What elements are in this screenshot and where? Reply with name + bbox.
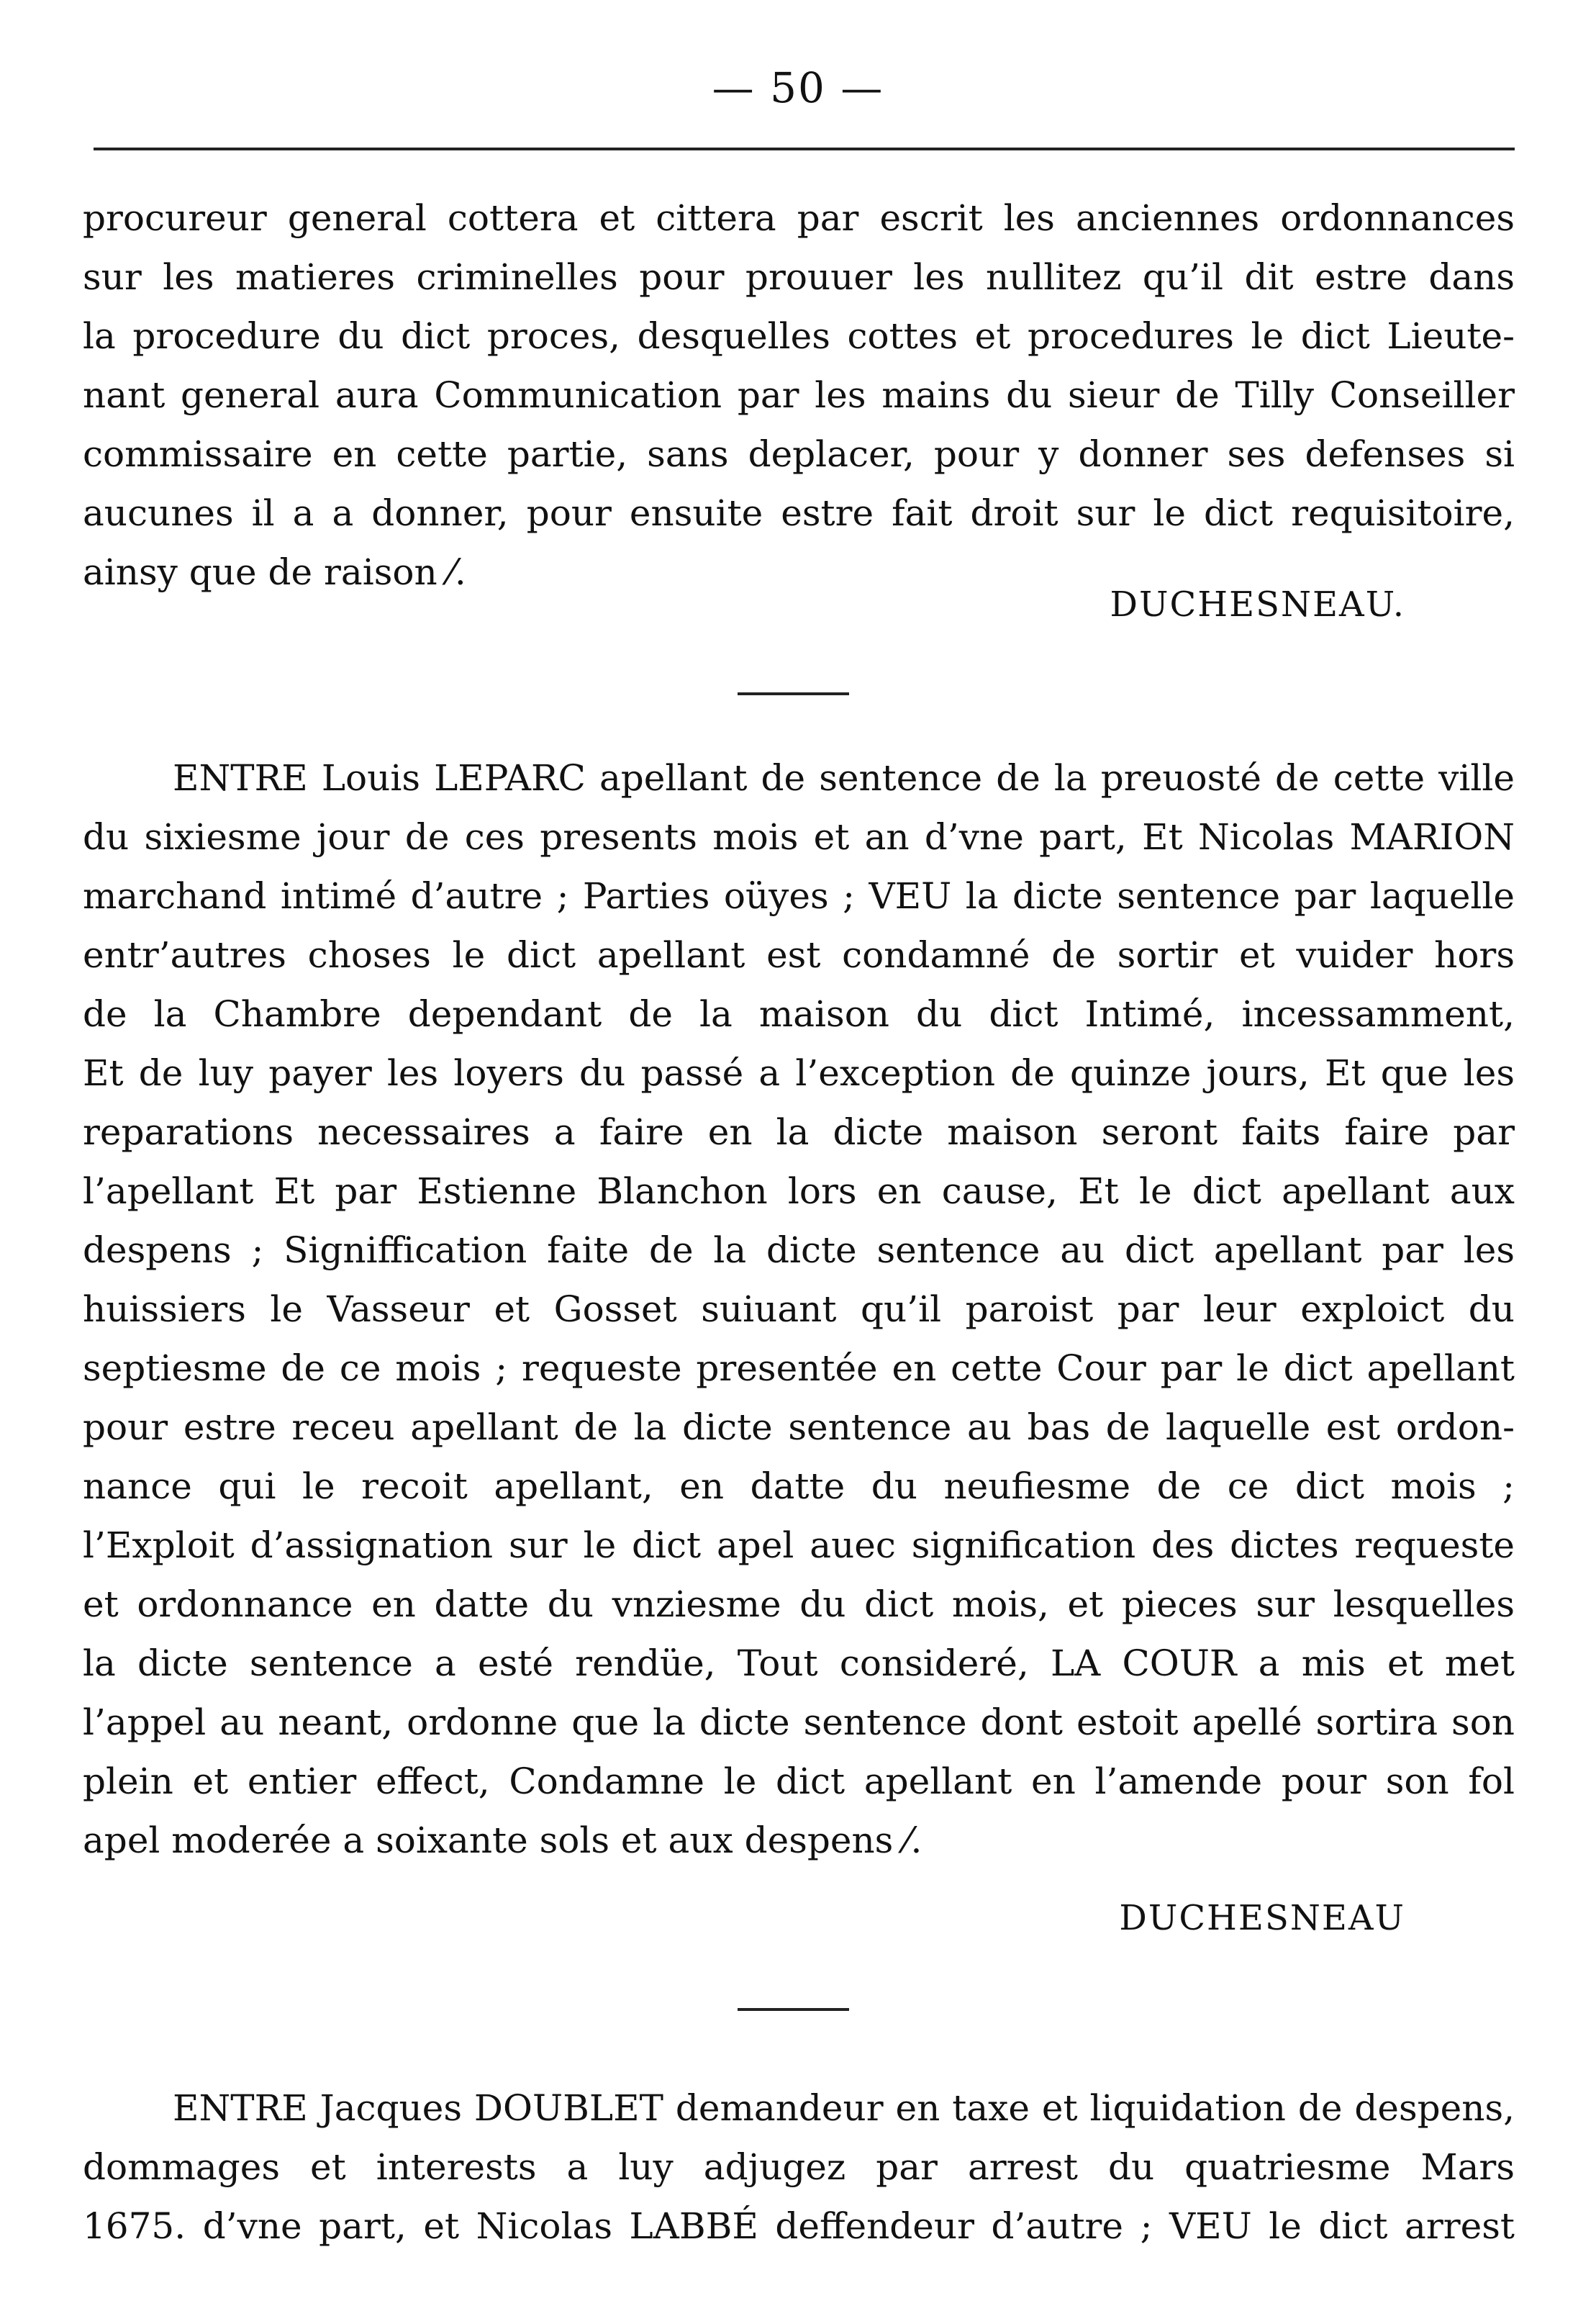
signature-duchesneau-1: DUCHESNEAU. — [1110, 584, 1405, 625]
text-line: marchand intimé d’autre ; Parties oüyes ; VEU la dicte sentence par laquelle — [83, 875, 1515, 917]
page-number: — 50 — — [712, 63, 884, 112]
text-line: ainsy que de raison ⁄. — [83, 551, 466, 593]
text-line: procureur general cottera et cittera par escrit les anciennes ordonnances — [83, 197, 1515, 239]
text-line: plein et entier effect, Condamne le dict apellant en l’amende pour son fol — [83, 1760, 1515, 1802]
text-line: nance qui le recoit apellant, en datte du neufiesme de ce dict mois ; — [83, 1465, 1515, 1507]
signature-duchesneau-2: DUCHESNEAU — [1119, 1898, 1405, 1938]
text-line: l’appel au neant, ordonne que la dicte sentence dont estoit apellé sortira son — [83, 1701, 1515, 1743]
section-separator — [738, 2008, 849, 2011]
text-line: ENTRE Louis LEPARC apellant de sentence de la preuosté de cette ville — [173, 757, 1515, 799]
paragraph-2 — [83, 749, 1515, 1870]
text-line: dommages et interests a luy adjugez par arrest du quatriesme Mars — [83, 2146, 1515, 2188]
text-line: Et de luy payer les loyers du passé a l’exception de quinze jours, Et que les — [83, 1052, 1515, 1094]
text-line: 1675. d’vne part, et Nicolas LABBÉ deffendeur d’autre ; VEU le dict arrest — [83, 2205, 1515, 2247]
text-line: l’apellant Et par Estienne Blanchon lors en cause, Et le dict apellant aux — [83, 1170, 1515, 1212]
text-line: et ordonnance en datte du vnziesme du dict mois, et pieces sur lesquelles — [83, 1583, 1515, 1625]
text-line: nant general aura Communication par les mains du sieur de Tilly Conseiller — [83, 374, 1515, 416]
text-line: aucunes il a a donner, pour ensuite estre fait droit sur le dict requisitoire, — [83, 492, 1515, 534]
text-line: du sixiesme jour de ces presents mois et an d’vne part, Et Nicolas MARION — [83, 816, 1515, 858]
text-line: reparations necessaires a faire en la dicte maison seront faits faire par — [83, 1111, 1515, 1153]
paragraph-1 — [83, 189, 1515, 602]
text-line: commissaire en cette partie, sans deplacer, pour y donner ses defenses si — [83, 433, 1515, 475]
text-line: entr’autres choses le dict apellant est condamné de sortir et vuider hors — [83, 934, 1515, 976]
text-line: ENTRE Jacques DOUBLET demandeur en taxe et liquidation de despens, — [173, 2087, 1515, 2129]
text-line: pour estre receu apellant de la dicte sentence au bas de laquelle est ordon- — [83, 1406, 1515, 1448]
text-line: l’Exploit d’assignation sur le dict apel auec signification des dictes requeste — [83, 1524, 1515, 1566]
paragraph-3 — [83, 2079, 1515, 2256]
header-rule — [94, 148, 1515, 150]
text-line: de la Chambre dependant de la maison du dict Intimé, incessamment, — [83, 993, 1515, 1035]
text-line: la dicte sentence a esté rendüe, Tout consideré, LA COUR a mis et met — [83, 1642, 1515, 1684]
text-line: despens ; Signiffication faite de la dicte sentence au dict apellant par les — [83, 1229, 1515, 1271]
text-line: huissiers le Vasseur et Gosset suiuant qu’il paroist par leur exploict du — [83, 1288, 1515, 1330]
text-line: sur les matieres criminelles pour prouuer les nullitez qu’il dit estre dans — [83, 256, 1515, 298]
text-line: septiesme de ce mois ; requeste presentée en cette Cour par le dict apellant — [83, 1347, 1515, 1389]
text-line: apel moderée a soixante sols et aux despens ⁄. — [83, 1819, 922, 1861]
section-separator — [738, 692, 849, 695]
text-line: la procedure du dict proces, desquelles cottes et procedures le dict Lieute- — [83, 315, 1515, 357]
